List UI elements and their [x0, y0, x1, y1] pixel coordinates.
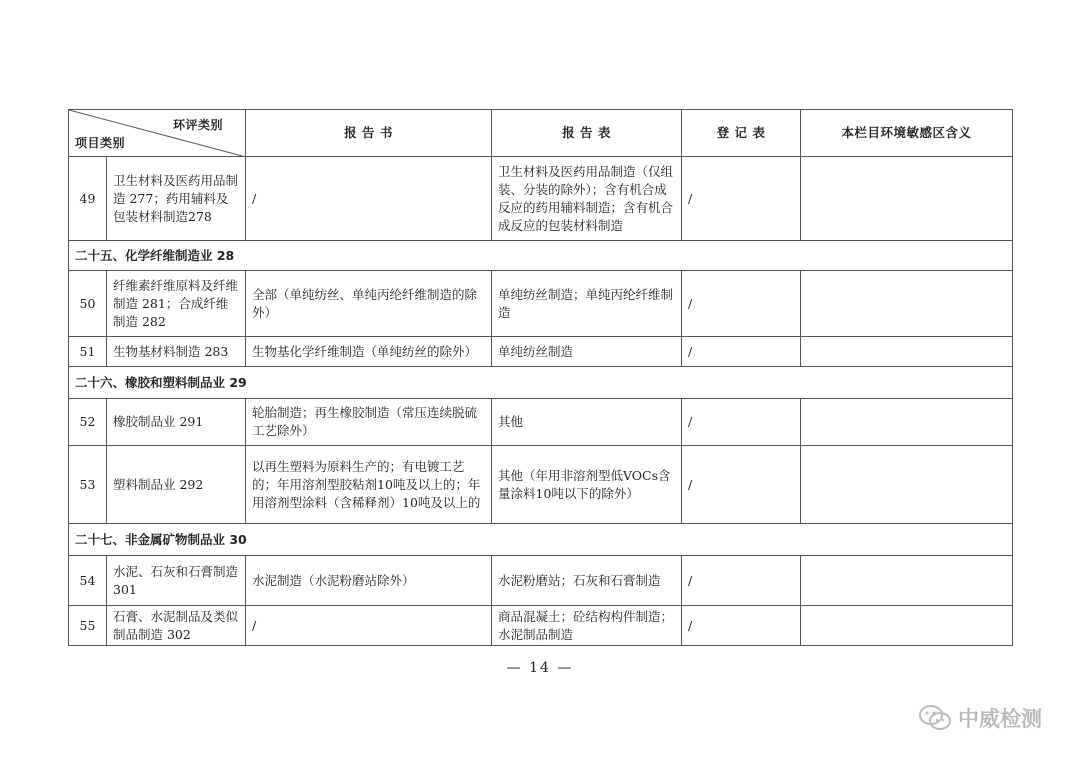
diagonal-header-cell — [69, 110, 246, 157]
table-row — [69, 337, 1013, 367]
row-report-book: 生物基化学纤维制造（单纯纺丝的除外） — [246, 337, 492, 367]
row-category: 塑料制品业 292 — [107, 446, 246, 524]
row-report-book: 轮胎制造；再生橡胶制造（常压连续脱硫工艺除外） — [246, 399, 492, 446]
row-number: 52 — [69, 399, 107, 446]
row-category: 水泥、石灰和石膏制造 301 — [107, 556, 246, 606]
row-register: / — [682, 556, 801, 606]
section-title: 二十七、非金属矿物制品业 30 — [69, 524, 1013, 556]
row-sensitive — [801, 556, 1013, 606]
row-register: / — [682, 271, 801, 337]
table-row — [69, 446, 1013, 524]
row-category: 卫生材料及医药用品制造 277；药用辅料及包装材料制造278 — [107, 157, 246, 241]
row-report-book: / — [246, 606, 492, 646]
row-register: / — [682, 446, 801, 524]
watermark — [918, 703, 1042, 733]
row-report-book: 水泥制造（水泥粉磨站除外） — [246, 556, 492, 606]
row-category: 橡胶制品业 291 — [107, 399, 246, 446]
row-number: 50 — [69, 271, 107, 337]
row-report-form: 其他（年用非溶剂型低VOCs含量涂料10吨以下的除外） — [492, 446, 682, 524]
table-row — [69, 271, 1013, 337]
row-sensitive — [801, 399, 1013, 446]
table-row — [69, 399, 1013, 446]
row-number: 54 — [69, 556, 107, 606]
table-row — [69, 556, 1013, 606]
row-sensitive — [801, 271, 1013, 337]
col-header-register: 登 记 表 — [682, 110, 801, 157]
row-category: 生物基材料制造 283 — [107, 337, 246, 367]
row-number: 49 — [69, 157, 107, 241]
col-header-sensitive: 本栏目环境敏感区含义 — [801, 110, 1013, 157]
diag-top-label: 环评类别 — [172, 118, 223, 132]
row-report-book: / — [246, 157, 492, 241]
table-row — [69, 157, 1013, 241]
row-report-form: 商品混凝土；砼结构构件制造；水泥制品制造 — [492, 606, 682, 646]
section-title: 二十五、化学纤维制造业 28 — [69, 241, 1013, 271]
row-sensitive — [801, 337, 1013, 367]
diag-bottom-label: 项目类别 — [75, 136, 126, 150]
wechat-icon — [918, 704, 952, 732]
classification-table — [68, 109, 1013, 646]
row-number: 51 — [69, 337, 107, 367]
row-report-form: 水泥粉磨站；石灰和石膏制造 — [492, 556, 682, 606]
row-register: / — [682, 399, 801, 446]
row-sensitive — [801, 446, 1013, 524]
row-report-form: 单纯纺丝制造；单纯丙纶纤维制造 — [492, 271, 682, 337]
table-row — [69, 606, 1013, 646]
row-sensitive — [801, 157, 1013, 241]
row-register: / — [682, 157, 801, 241]
page-number: — 14 — — [506, 660, 574, 676]
row-register: / — [682, 606, 801, 646]
row-report-book: 以再生塑料为原料生产的；有电镀工艺的；年用溶剂型胶粘剂10吨及以上的；年用溶剂型涂料（含稀释剂）10吨及以上的 — [246, 446, 492, 524]
row-category: 纤维素纤维原料及纤维制造 281；合成纤维制造 282 — [107, 271, 246, 337]
section-row — [69, 367, 1013, 399]
watermark-text: 中威检测 — [958, 707, 1042, 731]
row-number: 55 — [69, 606, 107, 646]
row-report-form: 卫生材料及医药用品制造（仅组装、分装的除外）；含有机合成反应的药用辅料制造；含有机合成反应的包装材料制造 — [492, 157, 682, 241]
row-number: 53 — [69, 446, 107, 524]
section-title: 二十六、橡胶和塑料制品业 29 — [69, 367, 1013, 399]
col-header-report-form: 报 告 表 — [492, 110, 682, 157]
row-report-book: 全部（单纯纺丝、单纯丙纶纤维制造的除外） — [246, 271, 492, 337]
row-register: / — [682, 337, 801, 367]
row-category: 石膏、水泥制品及类似制品制造 302 — [107, 606, 246, 646]
section-row — [69, 241, 1013, 271]
section-row — [69, 524, 1013, 556]
row-sensitive — [801, 606, 1013, 646]
row-report-form: 单纯纺丝制造 — [492, 337, 682, 367]
row-report-form: 其他 — [492, 399, 682, 446]
header-row — [69, 110, 1013, 157]
col-header-report-book: 报 告 书 — [246, 110, 492, 157]
